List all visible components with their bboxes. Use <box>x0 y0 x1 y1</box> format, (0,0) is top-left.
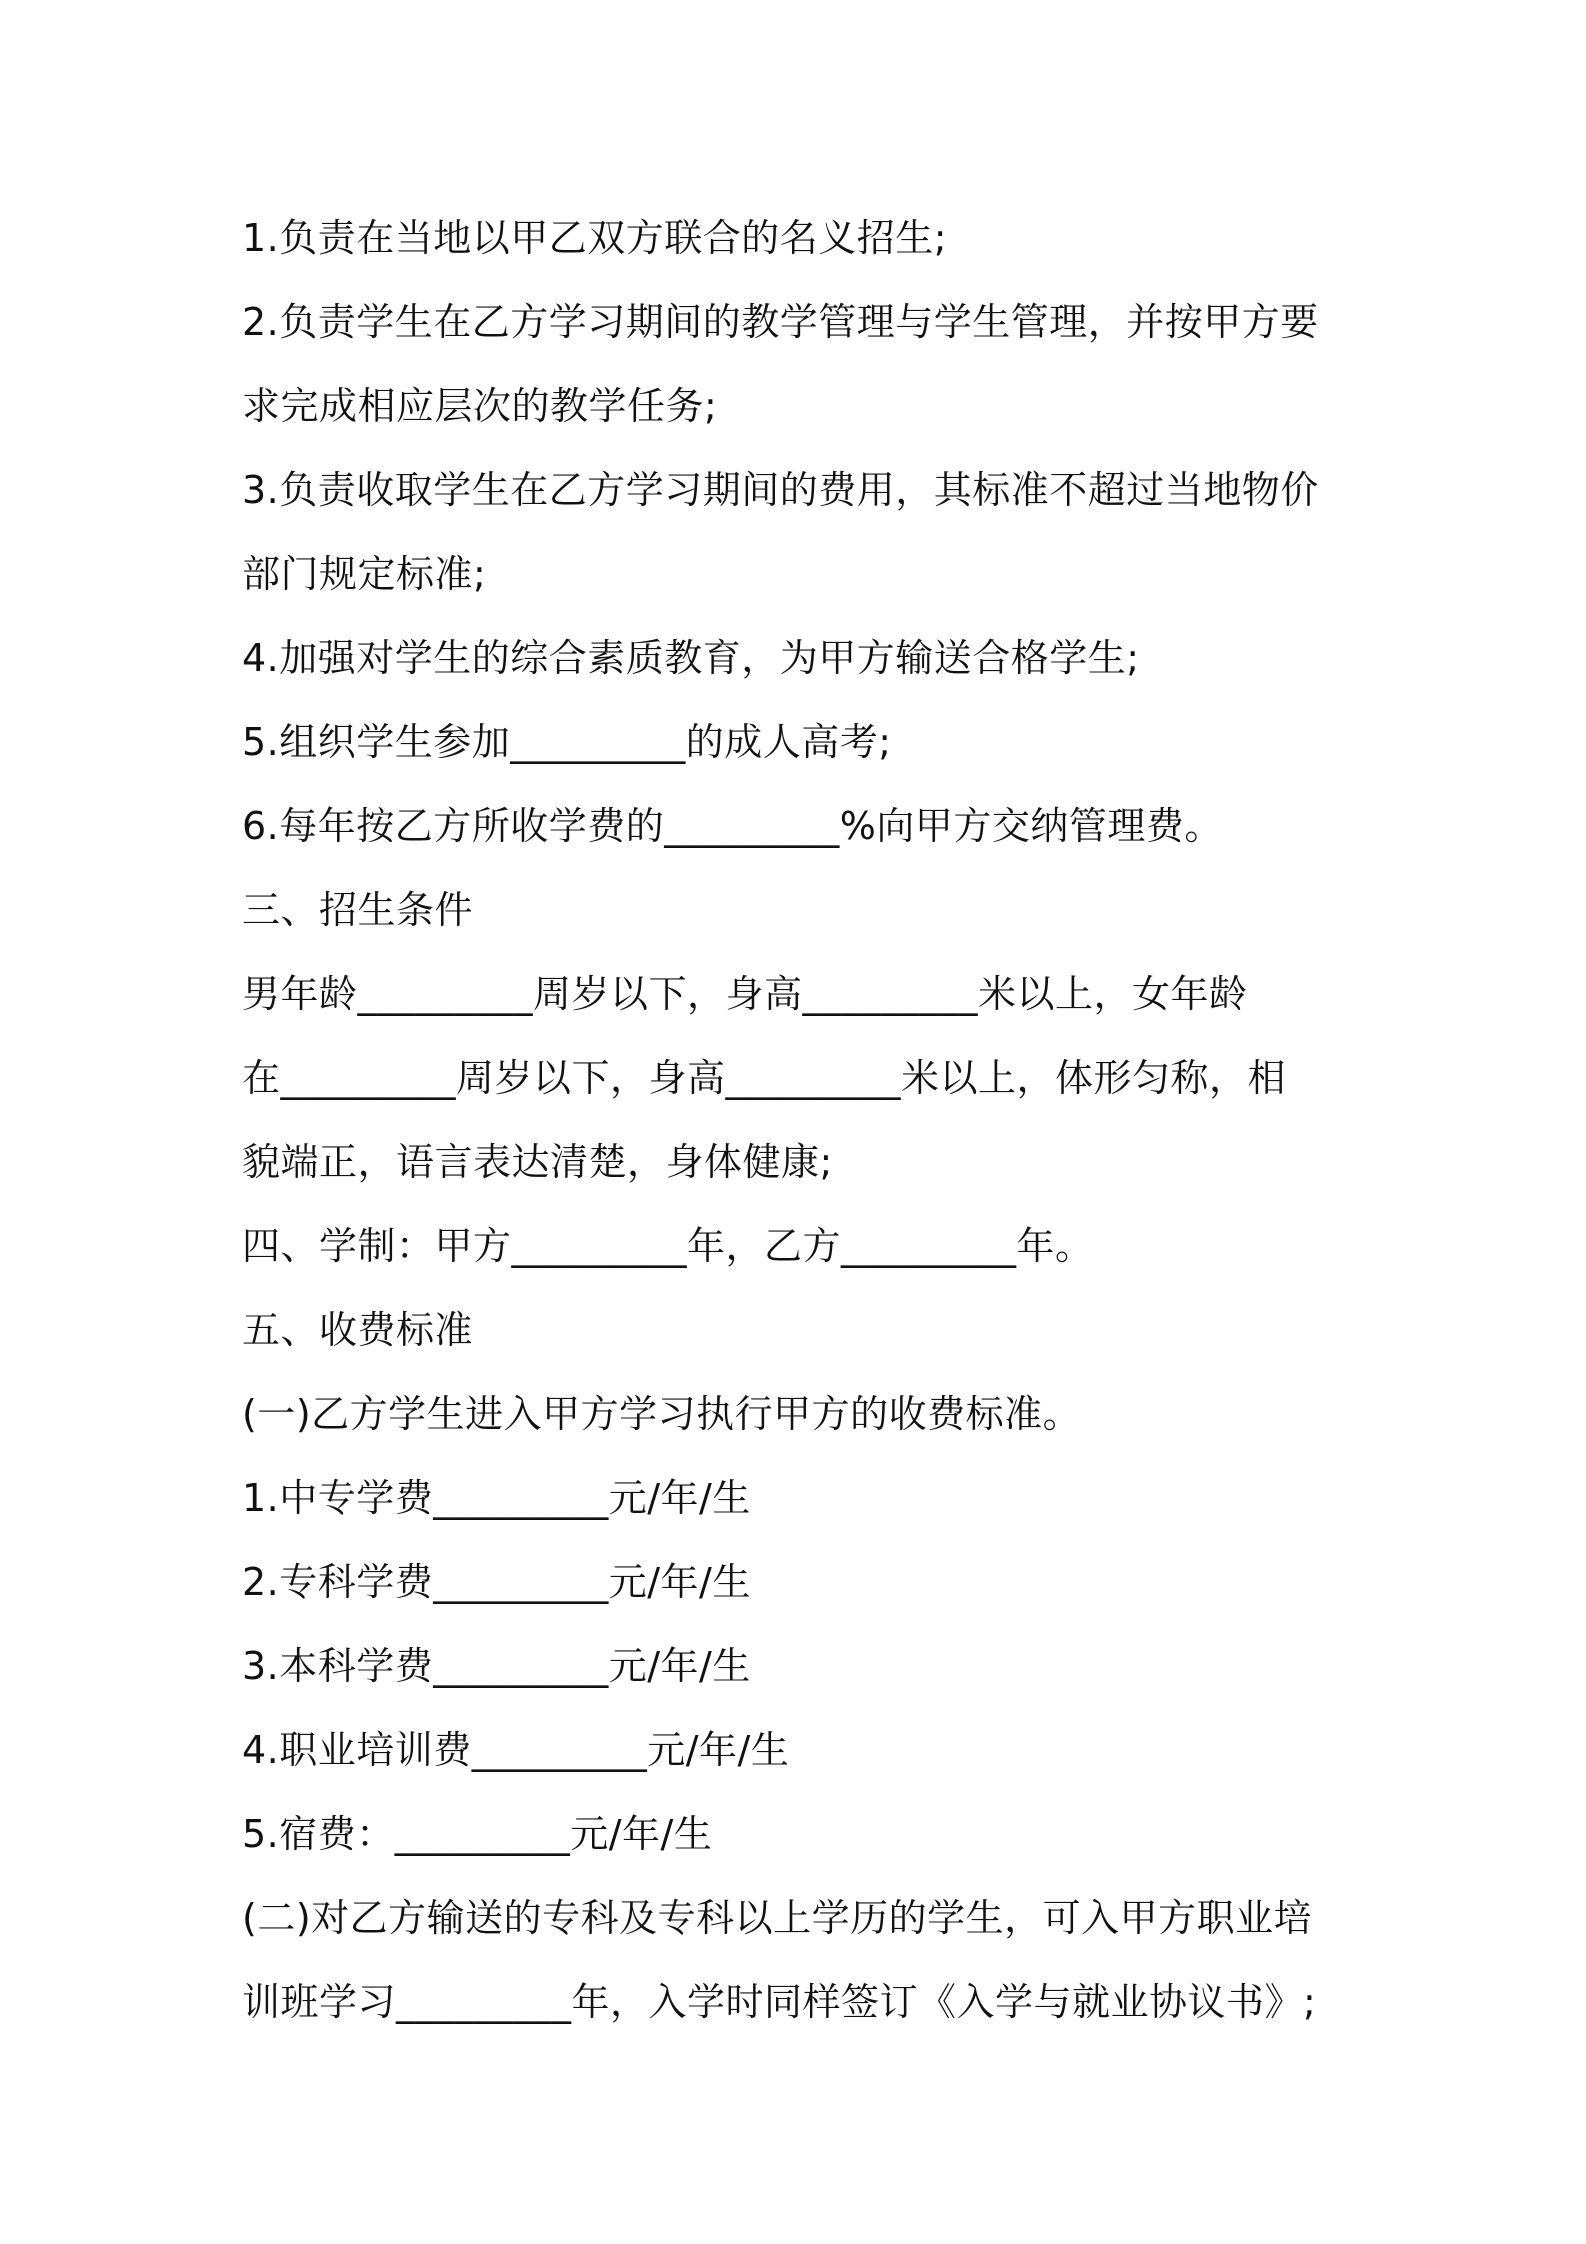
clause-line: 2.负责学生在乙方学习期间的教学管理与学生管理，并按甲方要 <box>242 300 1319 344</box>
fee-line: 3.本科学费_________元/年/生 <box>242 1644 751 1688</box>
fee-line: 2.专科学费_________元/年/生 <box>242 1560 751 1604</box>
clause-line: 3.负责收取学生在乙方学习期间的费用，其标准不超过当地物价 <box>242 468 1319 512</box>
clause-line: 貌端正，语言表达清楚，身体健康; <box>242 1140 833 1184</box>
clause-line: (二)对乙方输送的专科及专科以上学历的学生，可入甲方职业培 <box>242 1896 1313 1940</box>
clause-line: (一)乙方学生进入甲方学习执行甲方的收费标准。 <box>242 1392 1082 1436</box>
fee-line: 4.职业培训费_________元/年/生 <box>242 1728 790 1772</box>
section-heading: 三、招生条件 <box>242 888 474 932</box>
document-body <box>242 196 1362 2044</box>
clause-line: 求完成相应层次的教学任务; <box>242 384 718 428</box>
clause-line: 在_________周岁以下，身高_________米以上，体形匀称，相 <box>242 1056 1287 1100</box>
section-heading: 四、学制：甲方_________年，乙方_________年。 <box>242 1224 1094 1268</box>
clause-line: 5.组织学生参加_________的成人高考; <box>242 720 892 764</box>
fee-line: 5.宿费：_________元/年/生 <box>242 1812 713 1856</box>
clause-line: 训班学习_________年，入学时同样签订《入学与就业协议书》; <box>242 1980 1317 2024</box>
clause-line: 男年龄_________周岁以下，身高_________米以上，女年龄 <box>242 972 1248 1016</box>
clause-line: 6.每年按乙方所收学费的_________%向甲方交纳管理费。 <box>242 804 1223 848</box>
clause-line: 4.加强对学生的综合素质教育，为甲方输送合格学生; <box>242 636 1140 680</box>
clause-line: 1.负责在当地以甲乙双方联合的名义招生; <box>242 216 948 260</box>
clause-line: 部门规定标准; <box>242 552 487 596</box>
section-heading: 五、收费标准 <box>242 1308 474 1352</box>
fee-line: 1.中专学费_________元/年/生 <box>242 1476 751 1520</box>
